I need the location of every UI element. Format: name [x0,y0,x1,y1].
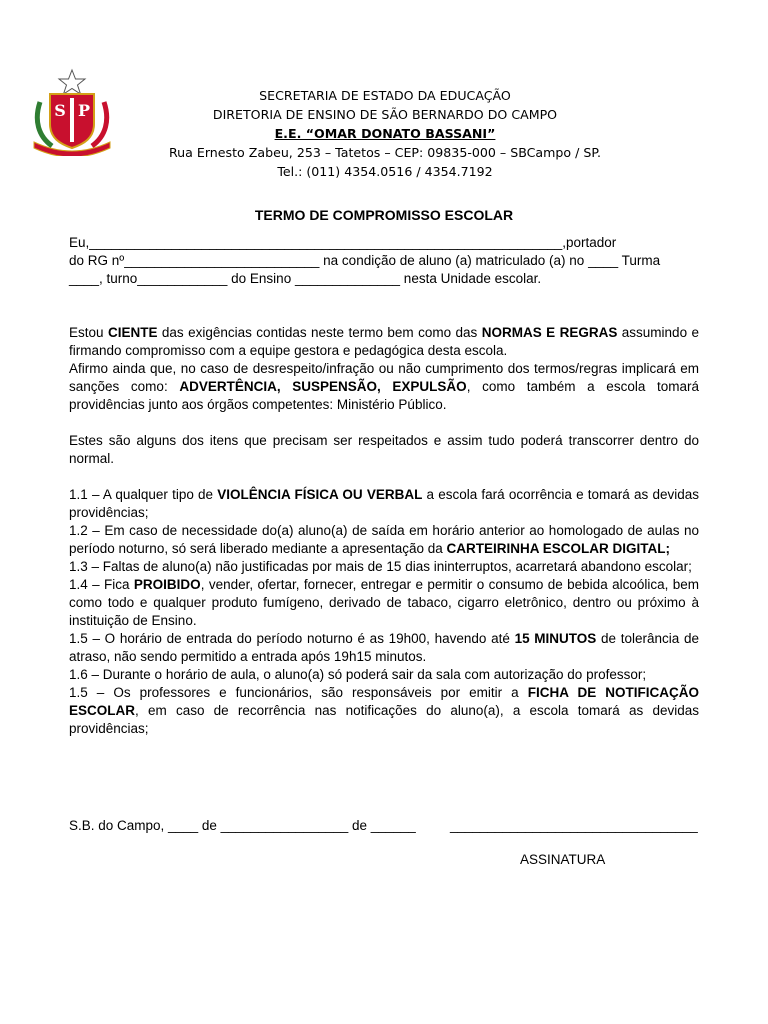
letterhead-address: Rua Ernesto Zabeu, 253 – Tatetos – CEP: 09835-000 – SBCampo / SP. [169,145,601,160]
item-1-5-notification: 1.5 – Os professores e funcionários, são responsáveis por emitir a FICHA DE NOTIFICAÇÃO ESCOLAR, em caso de recorrência nas notificações do aluno(a), a escola tomará as devidas providências; [69,685,699,736]
item-1-3: 1.3 – Faltas de aluno(a) não justificadas por mais de 15 dias ininterruptos, acarretará abandono escolar; [69,559,692,574]
intro-line-1: Eu,_______________________________________________________________,portador [69,235,617,250]
signature-row [69,818,709,833]
sao-paulo-coat-of-arms [26,68,118,156]
item-1-5: 1.5 – O horário de entrada do período noturno é as 19h00, havendo até 15 MINUTOS de tolerância de atraso, não sendo permitido a entrada após 19h15 minutos. [69,631,699,664]
letterhead [150,86,620,181]
item-1-6: 1.6 – Durante o horário de aula, o aluno(a) só poderá sair da sala com autorização do professor; [69,667,647,682]
letterhead-phone: Tel.: (011) 4354.0516 / 4354.7192 [277,164,493,179]
letterhead-diretoria: DIRETORIA DE ENSINO DE SÃO BERNARDO DO CAMPO [212,107,558,122]
intro-line-2: do RG nº__________________________ na condição de aluno (a) matriculado (a) no ____ Turma [69,253,661,268]
item-1-4: 1.4 – Fica PROIBIDO, vender, ofertar, fornecer, entregar e permitir o consumo de bebida alcoólica, bem como todo e qualquer produto fumígeno, derivado de tabaco, cigarro eletrônico, dentro ou próximo à instituição de Ensino. [69,577,699,628]
crest-monogram-s: S [54,101,66,120]
sanctions-paragraph: Afirmo ainda que, no caso de desrespeito/infração ou não cumprimento dos termos/regras implicará em sanções como: ADVERTÊNCIA, SUSPENSÃO, EXPULSÃO, como também a escola tomará providências junto aos órgãos competentes: Ministério Público. [69,361,699,412]
letterhead-secretaria: SECRETARIA DE ESTADO DA EDUCAÇÃO [259,88,511,103]
document-body [69,234,699,738]
letterhead-school: E.E. “OMAR DONATO BASSANI” [274,126,496,141]
intro-line-3: ____, turno____________ do Ensino ______________ nesta Unidade escolar. [69,271,542,286]
signature-label: ASSINATURA [520,852,606,867]
document-title: TERMO DE COMPROMISSO ESCOLAR [254,207,514,223]
ciente-paragraph: Estou CIENTE das exigências contidas neste termo bem como das NORMAS E REGRAS assumindo e firmando compromisso com a equipe gestora e pedagógica desta escola. [69,325,700,358]
item-1-1: 1.1 – A qualquer tipo de VIOLÊNCIA FÍSICA OU VERBAL a escola fará ocorrência e tomará as devidas providências; [69,487,699,520]
intro-paragraph [69,234,699,288]
date-line: S.B. do Campo, ____ de _________________ de ______ [69,818,416,833]
signature-line: _________________________________ [450,818,698,833]
crest-monogram-p: P [77,101,91,120]
item-1-2: 1.2 – Em caso de necessidade do(a) aluno(a) de saída em horário anterior ao homologado de aulas no período noturno, só será liberado mediante a apresentação da CARTEIRINHA ESCOLAR DIGITAL; [69,523,699,556]
items-intro-paragraph: Estes são alguns dos itens que precisam ser respeitados e assim tudo poderá transcorrer dentro do normal. [69,433,699,466]
